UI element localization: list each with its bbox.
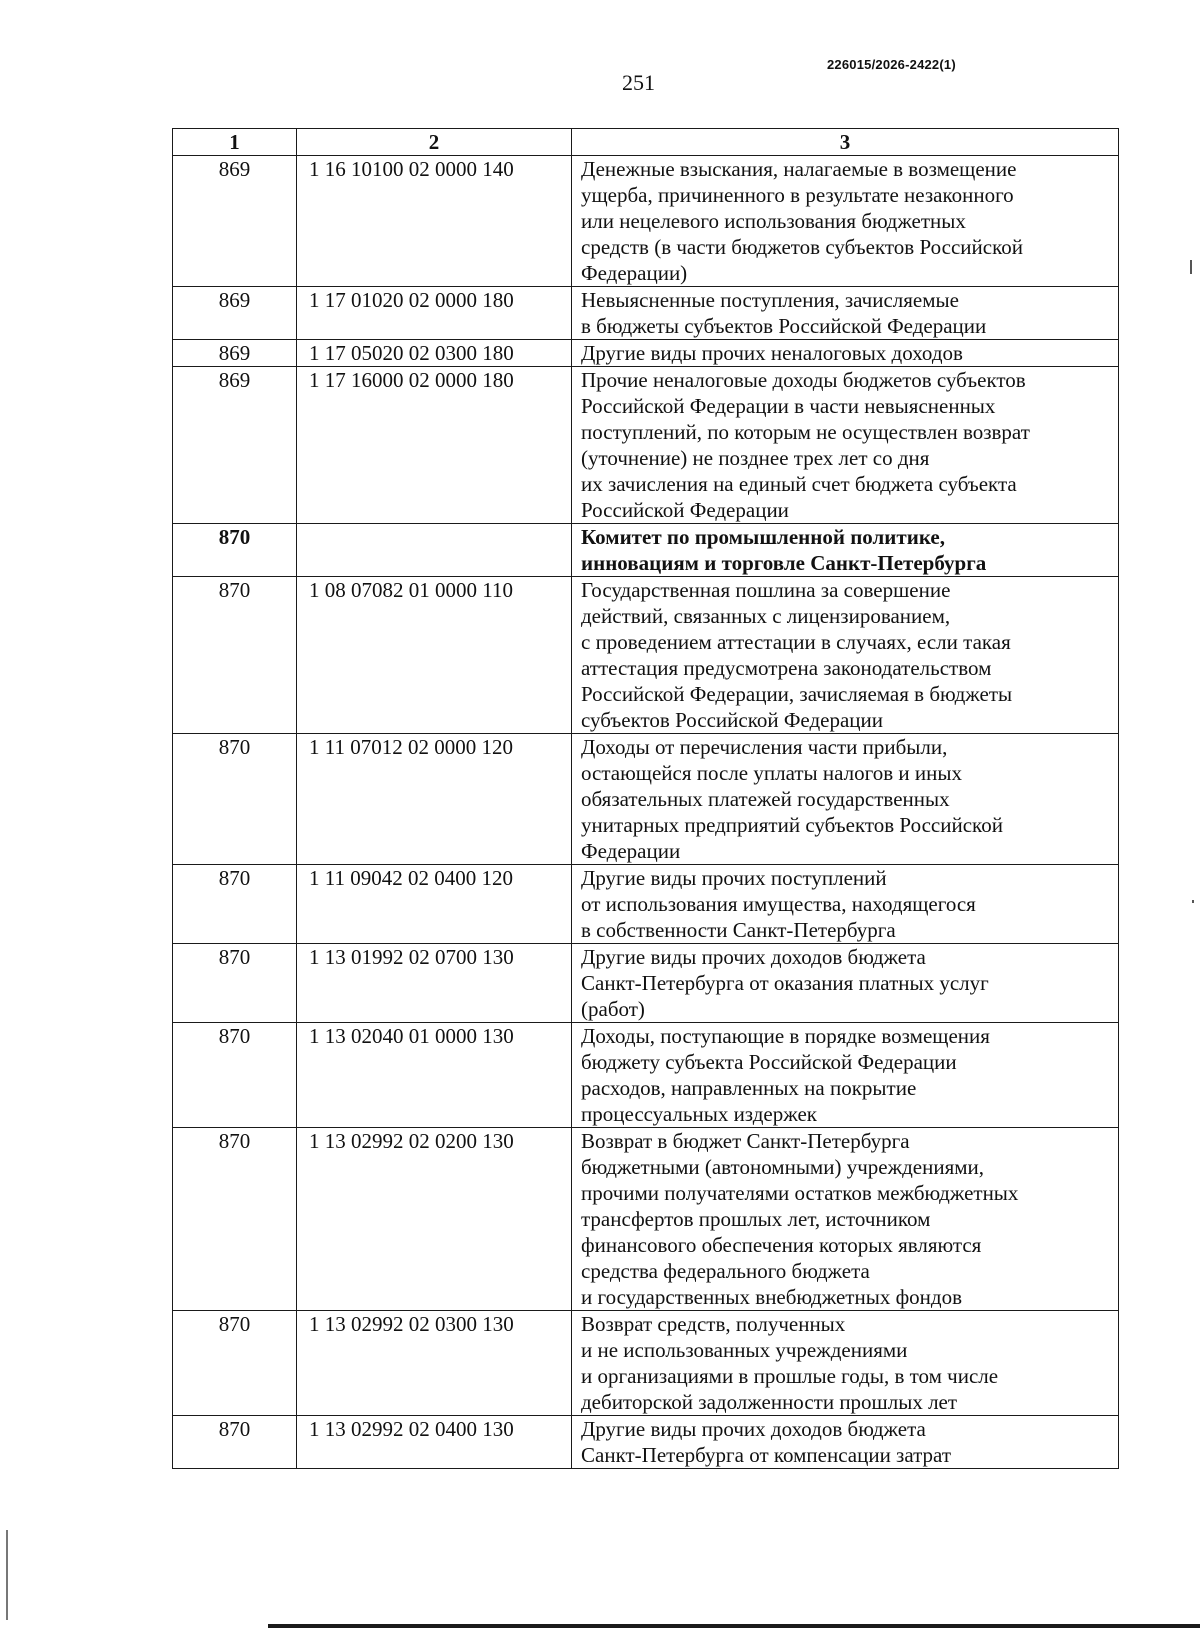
description-line: аттестация предусмотрена законодательством: [581, 656, 992, 680]
description-cell: [572, 865, 1119, 944]
budget-code-cell: 1 13 02040 01 0000 130: [297, 1023, 572, 1128]
admin-code-cell: 869: [173, 367, 297, 524]
scan-bottom-edge: [268, 1624, 1200, 1628]
table-row: [173, 1023, 1119, 1128]
description-cell: [572, 340, 1119, 367]
budget-code-cell: 1 11 09042 02 0400 120: [297, 865, 572, 944]
table-row: [173, 287, 1119, 340]
description-line: Другие виды прочих поступлений: [581, 866, 887, 890]
admin-code-cell: 870: [173, 944, 297, 1023]
budget-code-cell: [297, 524, 572, 577]
description-line: средства федерального бюджета: [581, 1259, 870, 1283]
table-body: [173, 156, 1119, 1469]
description-line: в собственности Санкт-Петербурга: [581, 918, 896, 942]
admin-code-cell: 870: [173, 1023, 297, 1128]
description-cell: [572, 287, 1119, 340]
document-registration-code: 226015/2026-2422(1): [827, 57, 956, 72]
description-line: Денежные взыскания, налагаемые в возмещение: [581, 157, 1017, 181]
description-line: Федерации): [581, 261, 688, 285]
description-line: и государственных внебюджетных фондов: [581, 1285, 963, 1309]
admin-code-cell: 870: [173, 734, 297, 865]
description-line: Возврат средств, полученных: [581, 1312, 846, 1336]
description-cell: [572, 1416, 1119, 1469]
description-line: унитарных предприятий субъектов Российской: [581, 813, 1003, 837]
budget-code-cell: 1 11 07012 02 0000 120: [297, 734, 572, 865]
description-line: Другие виды прочих доходов бюджета: [581, 1417, 926, 1441]
description-line: их зачисления на единый счет бюджета субъекта: [581, 472, 1017, 496]
description-line: инновациям и торговле Санкт-Петербурга: [581, 551, 987, 575]
description-line: и организациями в прошлые годы, в том числе: [581, 1364, 999, 1388]
description-cell: [572, 1023, 1119, 1128]
description-line: прочими получателями остатков межбюджетных: [581, 1181, 1019, 1205]
description-cell: [572, 524, 1119, 577]
admin-code-cell: 869: [173, 156, 297, 287]
description-line: (уточнение) не позднее трех лет со дня: [581, 446, 930, 470]
description-line: Невыясненные поступления, зачисляемые: [581, 288, 959, 312]
table-row: [173, 734, 1119, 865]
description-line: расходов, направленных на покрытие: [581, 1076, 917, 1100]
description-line: трансфертов прошлых лет, источником: [581, 1207, 931, 1231]
description-cell: [572, 1311, 1119, 1416]
header-row: [173, 129, 1119, 156]
budget-code-cell: 1 13 02992 02 0400 130: [297, 1416, 572, 1469]
description-line: субъектов Российской Федерации: [581, 708, 884, 732]
admin-code-cell: 870: [173, 524, 297, 577]
description-line: Доходы от перечисления части прибыли,: [581, 735, 948, 759]
table-row: [173, 944, 1119, 1023]
description-line: Государственная пошлина за совершение: [581, 578, 951, 602]
description-line: Другие виды прочих доходов бюджета: [581, 945, 926, 969]
column-header-3: 3: [572, 129, 1119, 156]
column-header-1: 1: [173, 129, 297, 156]
description-line: или нецелевого использования бюджетных: [581, 209, 966, 233]
table-row: [173, 577, 1119, 734]
budget-classification-table: [172, 128, 1119, 1469]
description-cell: [572, 944, 1119, 1023]
table-heading-row: [173, 524, 1119, 577]
description-line: Другие виды прочих неналоговых доходов: [581, 341, 963, 365]
description-line: от использования имущества, находящегося: [581, 892, 976, 916]
description-line: Российской Федерации в части невыясненных: [581, 394, 996, 418]
description-line: в бюджеты субъектов Российской Федерации: [581, 314, 987, 338]
admin-code-cell: 870: [173, 1416, 297, 1469]
admin-code-cell: 870: [173, 577, 297, 734]
budget-code-cell: 1 13 02992 02 0300 130: [297, 1311, 572, 1416]
description-cell: [572, 156, 1119, 287]
description-line: Федерации: [581, 839, 681, 863]
description-line: остающейся после уплаты налогов и иных: [581, 761, 962, 785]
description-line: ущерба, причиненного в результате незаконного: [581, 183, 1014, 207]
column-header-2: 2: [297, 129, 572, 156]
budget-code-cell: 1 08 07082 01 0000 110: [297, 577, 572, 734]
table-row: [173, 156, 1119, 287]
admin-code-cell: 870: [173, 1311, 297, 1416]
budget-code-cell: 1 13 01992 02 0700 130: [297, 944, 572, 1023]
description-line: Санкт-Петербурга от оказания платных услуг: [581, 971, 989, 995]
admin-code-cell: 869: [173, 340, 297, 367]
description-line: с проведением аттестации в случаях, если такая: [581, 630, 1011, 654]
scan-margin-mark: [1190, 260, 1192, 274]
description-line: Российской Федерации: [581, 498, 789, 522]
page-number: 251: [622, 70, 655, 95]
description-line: средств (в части бюджетов субъектов Российской: [581, 235, 1023, 259]
budget-code-cell: 1 16 10100 02 0000 140: [297, 156, 572, 287]
description-line: действий, связанных с лицензированием,: [581, 604, 951, 628]
table-row: [173, 865, 1119, 944]
description-line: Российской Федерации, зачисляемая в бюджеты: [581, 682, 1013, 706]
budget-code-cell: 1 17 01020 02 0000 180: [297, 287, 572, 340]
description-line: Доходы, поступающие в порядке возмещения: [581, 1024, 990, 1048]
description-cell: [572, 734, 1119, 865]
budget-code-cell: 1 17 05020 02 0300 180: [297, 340, 572, 367]
budget-code-cell: 1 13 02992 02 0200 130: [297, 1128, 572, 1311]
admin-code-cell: 870: [173, 1128, 297, 1311]
description-line: бюджетными (автономными) учреждениями,: [581, 1155, 985, 1179]
description-line: процессуальных издержек: [581, 1102, 817, 1126]
description-line: дебиторской задолженности прошлых лет: [581, 1390, 958, 1414]
description-line: бюджету субъекта Российской Федерации: [581, 1050, 957, 1074]
description-line: Санкт-Петербурга от компенсации затрат: [581, 1443, 952, 1467]
table-row: [173, 1416, 1119, 1469]
description-line: Возврат в бюджет Санкт-Петербурга: [581, 1129, 910, 1153]
budget-code-cell: 1 17 16000 02 0000 180: [297, 367, 572, 524]
table-row: [173, 340, 1119, 367]
table-row: [173, 1311, 1119, 1416]
scan-margin-mark: [1192, 900, 1194, 903]
description-cell: [572, 577, 1119, 734]
description-line: Комитет по промышленной политике,: [581, 525, 945, 549]
description-cell: [572, 1128, 1119, 1311]
description-line: поступлений, по которым не осуществлен возврат: [581, 420, 1030, 444]
description-line: (работ): [581, 997, 645, 1021]
table-row: [173, 1128, 1119, 1311]
admin-code-cell: 870: [173, 865, 297, 944]
description-line: Прочие неналоговые доходы бюджетов субъектов: [581, 368, 1026, 392]
description-cell: [572, 367, 1119, 524]
scan-margin-mark: [6, 1530, 8, 1620]
description-line: финансового обеспечения которых являются: [581, 1233, 982, 1257]
admin-code-cell: 869: [173, 287, 297, 340]
table-row: [173, 367, 1119, 524]
description-line: обязательных платежей государственных: [581, 787, 950, 811]
table-header: [173, 129, 1119, 156]
description-line: и не использованных учреждениями: [581, 1338, 908, 1362]
